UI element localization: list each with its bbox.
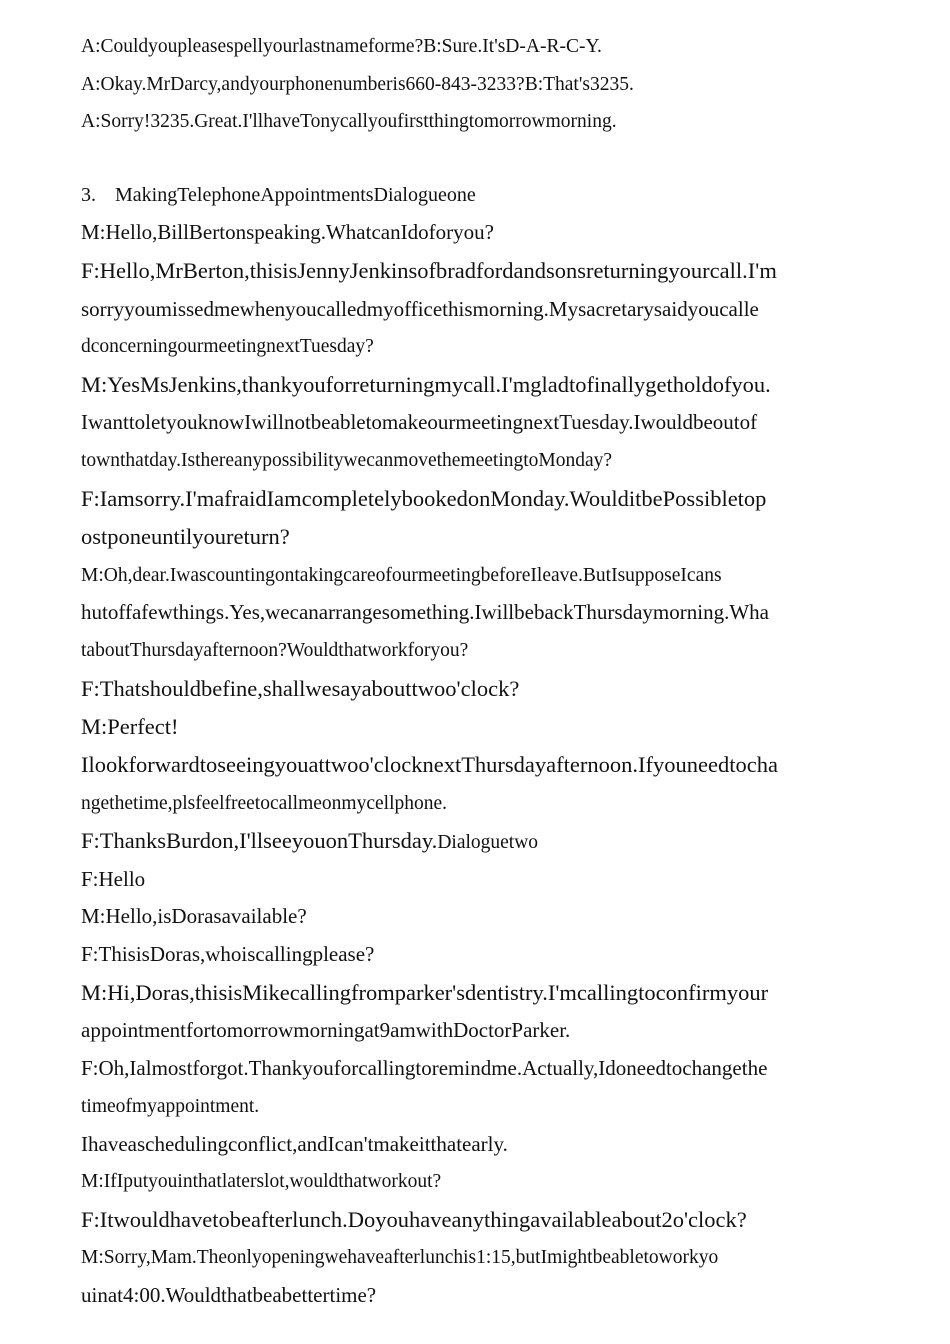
dialogue-line: F:Hello xyxy=(81,866,146,891)
dialogue-line: sorryyoumissedmewhenyoucalledmyofficethismorning.Mysacretarysaidyoucalle xyxy=(81,296,759,321)
blank-line xyxy=(81,141,881,177)
dialogue-line: uinat4:00.Wouldthatbeabettertime? xyxy=(81,1283,377,1307)
dialogue-line: hutoffafewthings.Yes,wecanarrangesomething.IwillbebackThursdaymorning.Wha xyxy=(81,600,769,625)
dialogue-line: timeofmyappointment. xyxy=(81,1096,260,1118)
dialogue-line: F:Iamsorry.I'mafraidIamcompletelybookedonMonday.WoulditbePossibletop xyxy=(81,485,767,511)
dialogue-line: M:Hello,BillBertonspeaking.WhatcanIdoforyou? xyxy=(81,220,494,245)
section-heading xyxy=(81,177,881,215)
dialogue-line: IwanttoletyouknowIwillnotbeabletomakeourmeetingnextTuesday.Iwouldbeoutof xyxy=(81,410,758,435)
text-line: A:Okay.MrDarcy,andyourphonenumberis660-843-3233?B:That's3235. xyxy=(81,73,634,95)
text-line: A:Couldyoupleasespellyourlastnameforme?B:Sure.It'sD-A-R-C-Y. xyxy=(81,36,602,57)
closing-text: F:ThanksBurdon,I'llseeyouonThursday. xyxy=(81,828,438,854)
dialogue-line: M:IfIputyouinthatlaterslot,wouldthatworkout? xyxy=(81,1171,442,1193)
dialogue-line: M:Sorry,Mam.Theonlyopeningwehaveafterlunchis1:15,butImightbeabletoworkyo xyxy=(81,1247,719,1269)
dialogue-line: appointmentfortomorrowmorningat9amwithDoctorParker. xyxy=(81,1018,571,1043)
document-page xyxy=(81,28,881,1315)
dialogue-line: townthatday.IsthereanypossibilitywecanmovethemeetingtoMonday? xyxy=(81,450,613,472)
dialogue-line: ostponeuntilyoureturn? xyxy=(81,524,290,550)
section-title: MakingTelephoneAppointmentsDialogueone xyxy=(115,183,476,206)
dialogue-line: M:Oh,dear.IwascountingontakingcareofourmeetingbeforeIleave.ButIsupposeIcans xyxy=(81,564,722,586)
dialogue-line: F:Hello,MrBerton,thisisJennyJenkinsofbradfordandsonsreturningyourcall.I'm xyxy=(81,258,777,284)
dialogue-line: M:Perfect! xyxy=(81,713,179,739)
dialogue-line: M:YesMsJenkins,thankyouforreturningmycall.I'mgladtofinallygetholdofyou. xyxy=(81,371,771,397)
dialogue-line: Ilookforwardtoseeingyouattwoo'clocknextThursdayafternoon.Ifyouneedtocha xyxy=(81,752,778,778)
dialogue-line: M:Hi,Doras,thisisMikecallingfromparker'sdentistry.I'mcallingtoconfirmyour xyxy=(81,980,769,1006)
dialogue-line: ngethetime,plsfeelfreetocallmeonmycellphone. xyxy=(81,792,448,814)
dialogue-two-heading: Dialoguetwo xyxy=(437,832,539,854)
dialogue-line: dconcerningourmeetingnextTuesday? xyxy=(81,336,374,358)
dialogue-line: F:Thatshouldbefine,shallwesayabouttwoo'clock? xyxy=(81,675,520,701)
text-line: A:Sorry!3235.Great.I'llhaveTonycallyoufirstthingtomorrowmorning. xyxy=(81,111,617,133)
dialogue-line: F:Itwouldhavetobeafterlunch.Doyouhaveanythingavailableabout2o'clock? xyxy=(81,1207,747,1233)
dialogue-line xyxy=(81,822,881,860)
dialogue-line: M:Hello,isDorasavailable? xyxy=(81,904,307,929)
dialogue-line: F:ThisisDoras,whoiscallingplease? xyxy=(81,942,375,967)
section-number: 3. xyxy=(81,183,96,206)
dialogue-line: taboutThursdayafternoon?Wouldthatworkforyou? xyxy=(81,639,469,661)
dialogue-line: Ihaveaschedulingconflict,andIcan'tmakeitthatearly. xyxy=(81,1131,508,1156)
dialogue-line: F:Oh,Ialmostforgot.Thankyouforcallingtoremindme.Actually,Idoneedtochangethe xyxy=(81,1056,768,1081)
